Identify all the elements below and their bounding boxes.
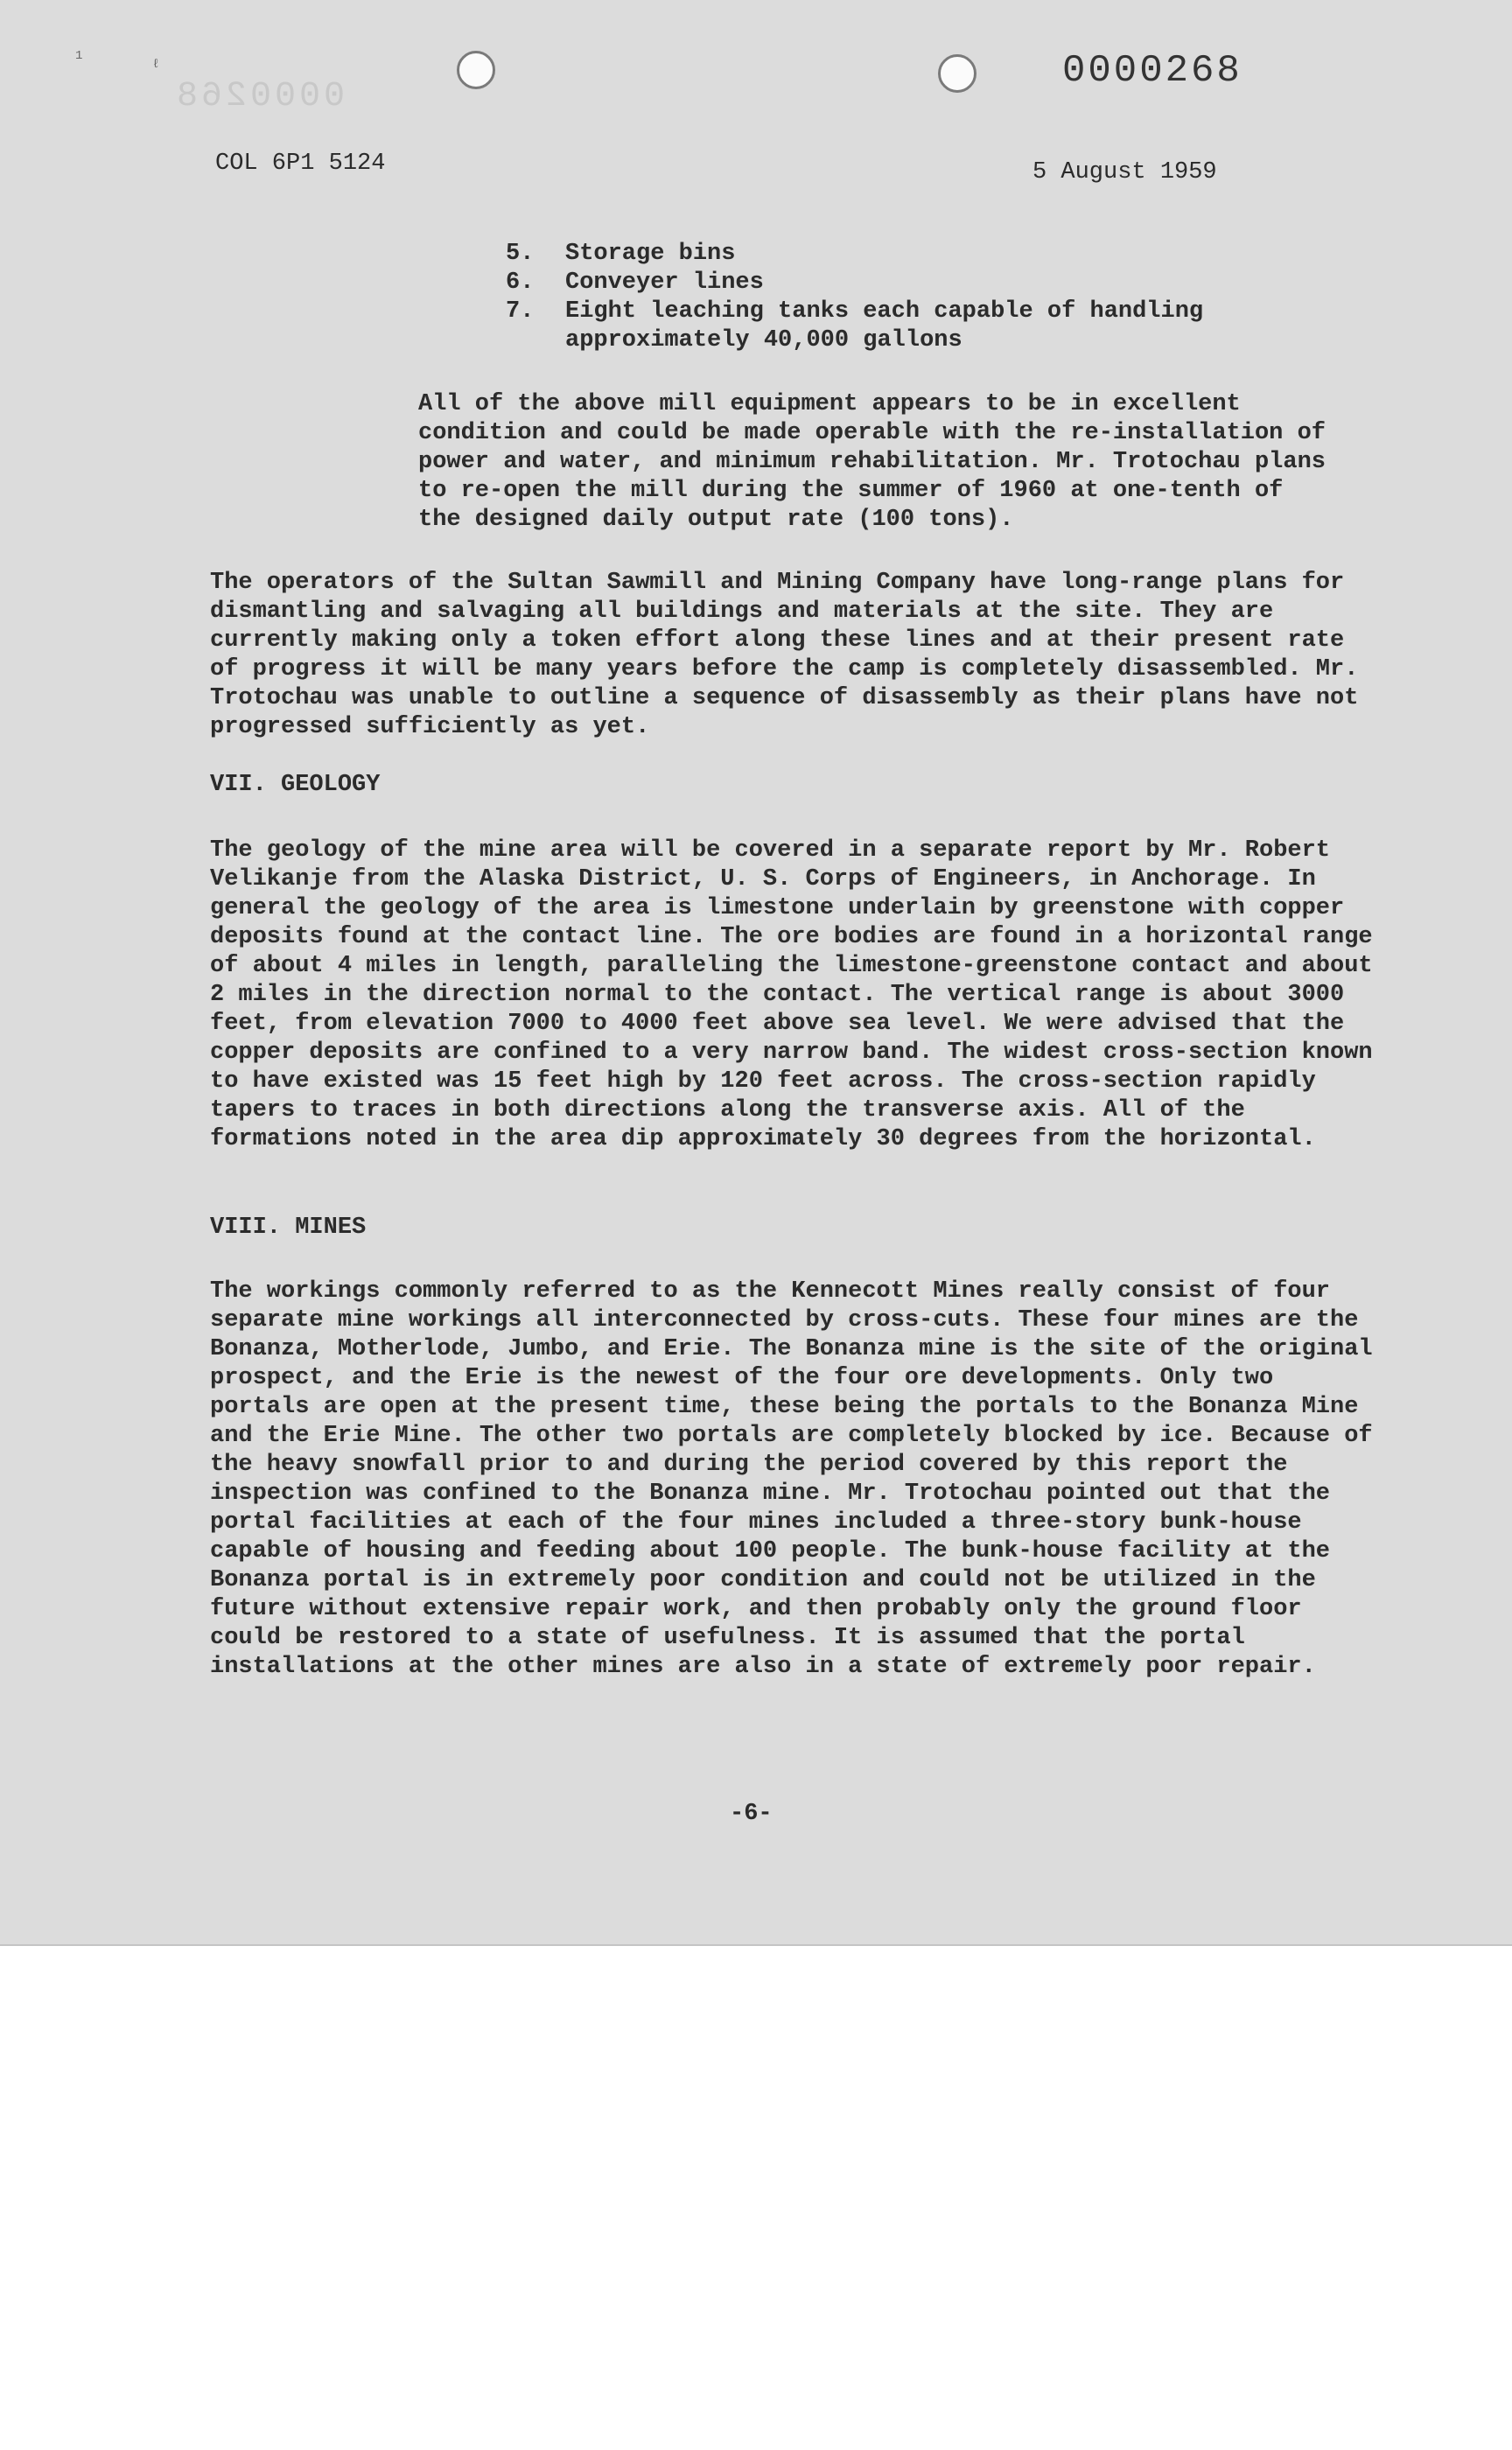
list-item-text: Conveyer lines xyxy=(565,270,764,296)
document-stamp-number: 0000268 xyxy=(1062,49,1242,93)
list-item-number: 6. xyxy=(506,270,535,296)
list-item xyxy=(506,298,1258,355)
section-heading-mines: VIII. MINES xyxy=(210,1214,367,1241)
list-item xyxy=(506,269,1258,298)
list-item xyxy=(506,240,1258,269)
geology-paragraph: The geology of the mine area will be covered in a separate report by Mr. Robert Velikanje from the Alaska District, U. S. Corps of Engineers, in Anchorage. In general the geology of the area is limestone underlain by greenstone with copper deposits found at the contact line. The ore bodies are found in a horizontal range of about 4 miles in length, paralleling the limestone-greenstone contact and about 2 miles in the direction normal to the contact. The vertical range is about 3000 feet, from elevation 7000 to 4000 feet above sea level. We were advised that the copper deposits are confined to a very narrow band. The widest cross-section known to have existed was 15 feet high by 120 feet across. The cross-section rapidly tapers to traces in both directions along the transverse axis. All of the formations noted in the area dip approximately 30 degrees from the horizontal. xyxy=(210,837,1373,1152)
punch-hole-left xyxy=(457,51,495,89)
document-date: 5 August 1959 xyxy=(1032,159,1217,186)
section-heading-geology: VII. GEOLOGY xyxy=(210,772,381,798)
equipment-list xyxy=(506,240,1258,355)
list-item-text: Storage bins xyxy=(565,241,736,267)
list-item-number: 7. xyxy=(506,298,535,325)
punch-hole-right xyxy=(938,54,976,93)
reference-code: COL 6P1 5124 xyxy=(215,150,386,177)
mines-paragraph: The workings commonly referred to as the Kennecott Mines really consist of four separate mine workings all interconnected by cross-cuts. These four mines are the Bonanza, Motherlode, Jumbo, and Erie. The Bonanza mine is the site of the original prospect, and the Erie is the newest of the four ore developments. Only two portals are open at the present time, these being the portals to the Bonanza Mine and the Erie Mine. The other two portals are completely blocked by ice. Because of the heavy snowfall prior to and during the period covered by this report the inspection was confined to the Bonanza mine. Mr. Trotochau pointed out that the portal facilities at each of the four mines included a three-story bunk-house capable of housing and feeding about 100 people. The bunk-house facility at the Bonanza portal is in extremely poor condition and could not be utilized in the future without extensive repair work, and then probably only the ground floor could be restored to a state of usefulness. It is assumed that the portal installations at the other mines are also in a state of extremely poor repair. xyxy=(210,1278,1373,1680)
mill-equipment-paragraph: All of the above mill equipment appears to be in excellent condition and could be made operable with the re-installation of power and water, and minimum rehabilitation. Mr. Trotochau plans to re-open the mill during the summer of 1960 at one-tenth of the designed daily output rate (100 tons). xyxy=(418,391,1326,533)
list-item-number: 5. xyxy=(506,241,535,267)
page-number: -6- xyxy=(730,1801,773,1827)
scan-speck: ℓ xyxy=(152,58,160,72)
operators-paragraph: The operators of the Sultan Sawmill and Mining Company have long-range plans for dismantling and salvaging all buildings and materials at the site. They are currently making only a token effort along these lines and at their present rate of progress it will be many years before the camp is completely disassembled. Mr. Trotochau was unable to outline a sequence of disassembly as their plans have not progressed sufficiently as yet. xyxy=(210,570,1359,740)
list-item-text: Eight leaching tanks each capable of handling approximately 40,000 gallons xyxy=(565,298,1204,354)
bleed-through-stamp: 0000268 xyxy=(173,77,346,116)
scan-speck: 1 xyxy=(75,49,83,63)
